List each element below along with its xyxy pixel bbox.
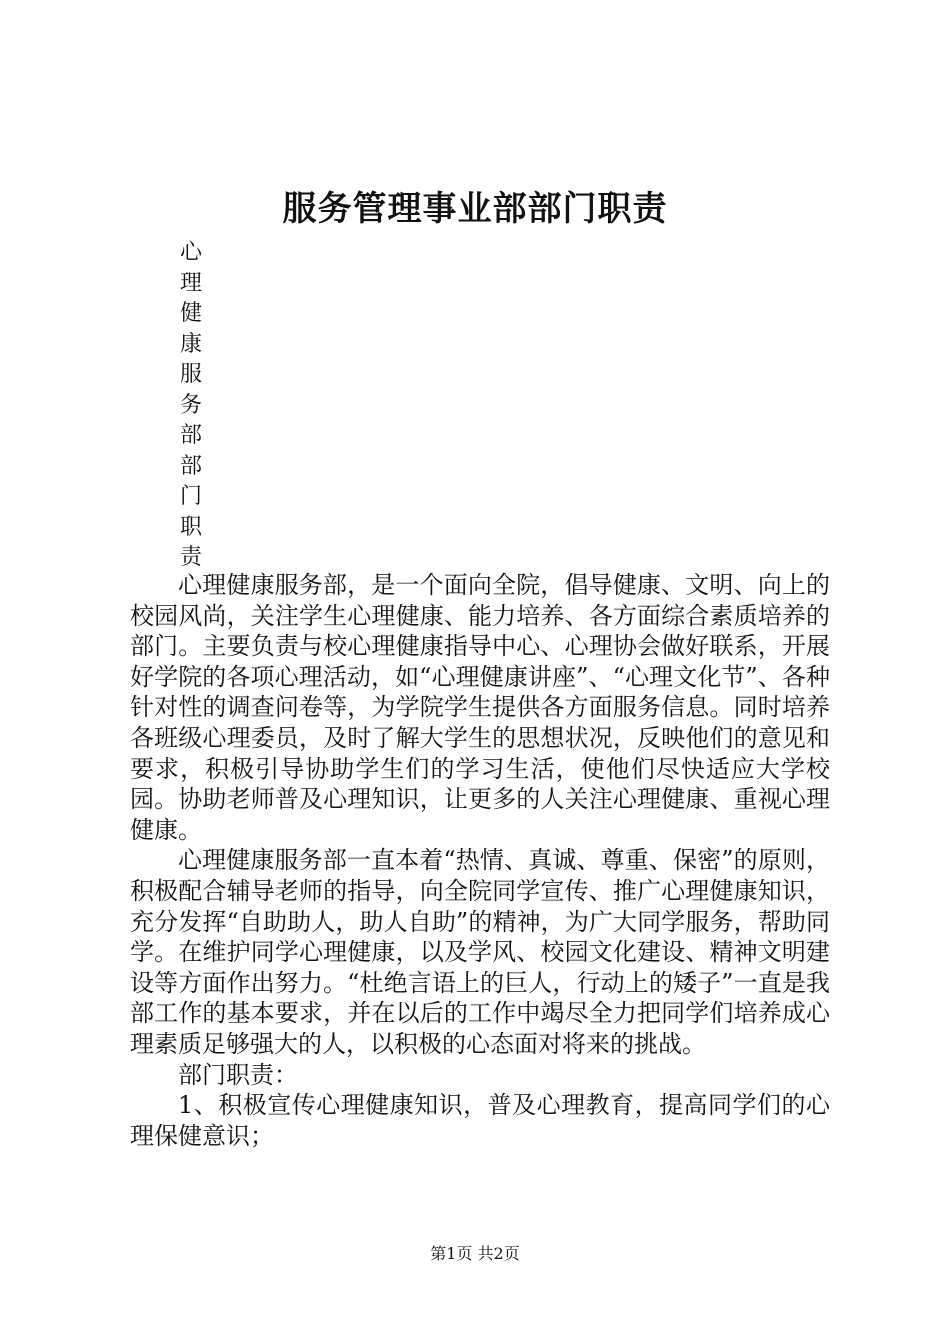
- heading-char: 务: [180, 392, 203, 418]
- heading-char: 职: [180, 514, 203, 540]
- heading-char: 部: [180, 453, 203, 479]
- heading-char: 门: [180, 484, 203, 509]
- heading-char: 服: [180, 362, 203, 387]
- document-title: 服务管理事业部部门职责: [282, 189, 668, 229]
- heading-char: 责: [180, 545, 203, 570]
- heading-char: 康: [180, 331, 203, 357]
- document-body: [130, 570, 830, 1151]
- vertical-heading: [180, 238, 210, 574]
- heading-char: 健: [180, 301, 203, 326]
- heading-char: 心: [180, 240, 203, 265]
- heading-char: 理: [180, 270, 203, 296]
- paragraph-principles: 心理健康服务部一直本着“热情、真诚、尊重、保密”的原则，积极配合辅导老师的指导，向全院同学宣传、推广心理健康知识，充分发挥“自助助人，助人自助”的精神，为广大同学服务，帮助同学。在维护同学心理健康，以及学风、校园文化建设、精神文明建设等方面作出努力。“杜绝言语上的巨人，行动上的矮子”一直是我部工作的基本要求，并在以后的工作中竭尽全力把同学们培养成心理素质足够强大的人，以积极的心态面对将来的挑战。: [130, 846, 830, 1058]
- heading-char: 部: [180, 423, 203, 448]
- paragraph-duty-1: 1、积极宣传心理健康知识，普及心理教育，提高同学们的心理保健意识；: [130, 1091, 830, 1150]
- page-footer: 第1页 共2页: [430, 1244, 520, 1263]
- paragraph-intro: 心理健康服务部，是一个面向全院，倡导健康、文明、向上的校园风尚，关注学生心理健康、能力培养、各方面综合素质培养的部门。主要负责与校心理健康指导中心、心理协会做好联系，开展好学院的各项心理活动，如“心理健康讲座”、“心理文化节”、各种针对性的调查问卷等，为学院学生提供各方面服务信息。同时培养各班级心理委员，及时了解大学生的思想状况，反映他们的意见和要求，积极引导协助学生们的学习生活，使他们尽快适应大学校园。协助老师普及心理知识，让更多的人关注心理健康、重视心理健康。: [130, 571, 830, 844]
- paragraph-duties-heading: 部门职责：: [178, 1060, 298, 1089]
